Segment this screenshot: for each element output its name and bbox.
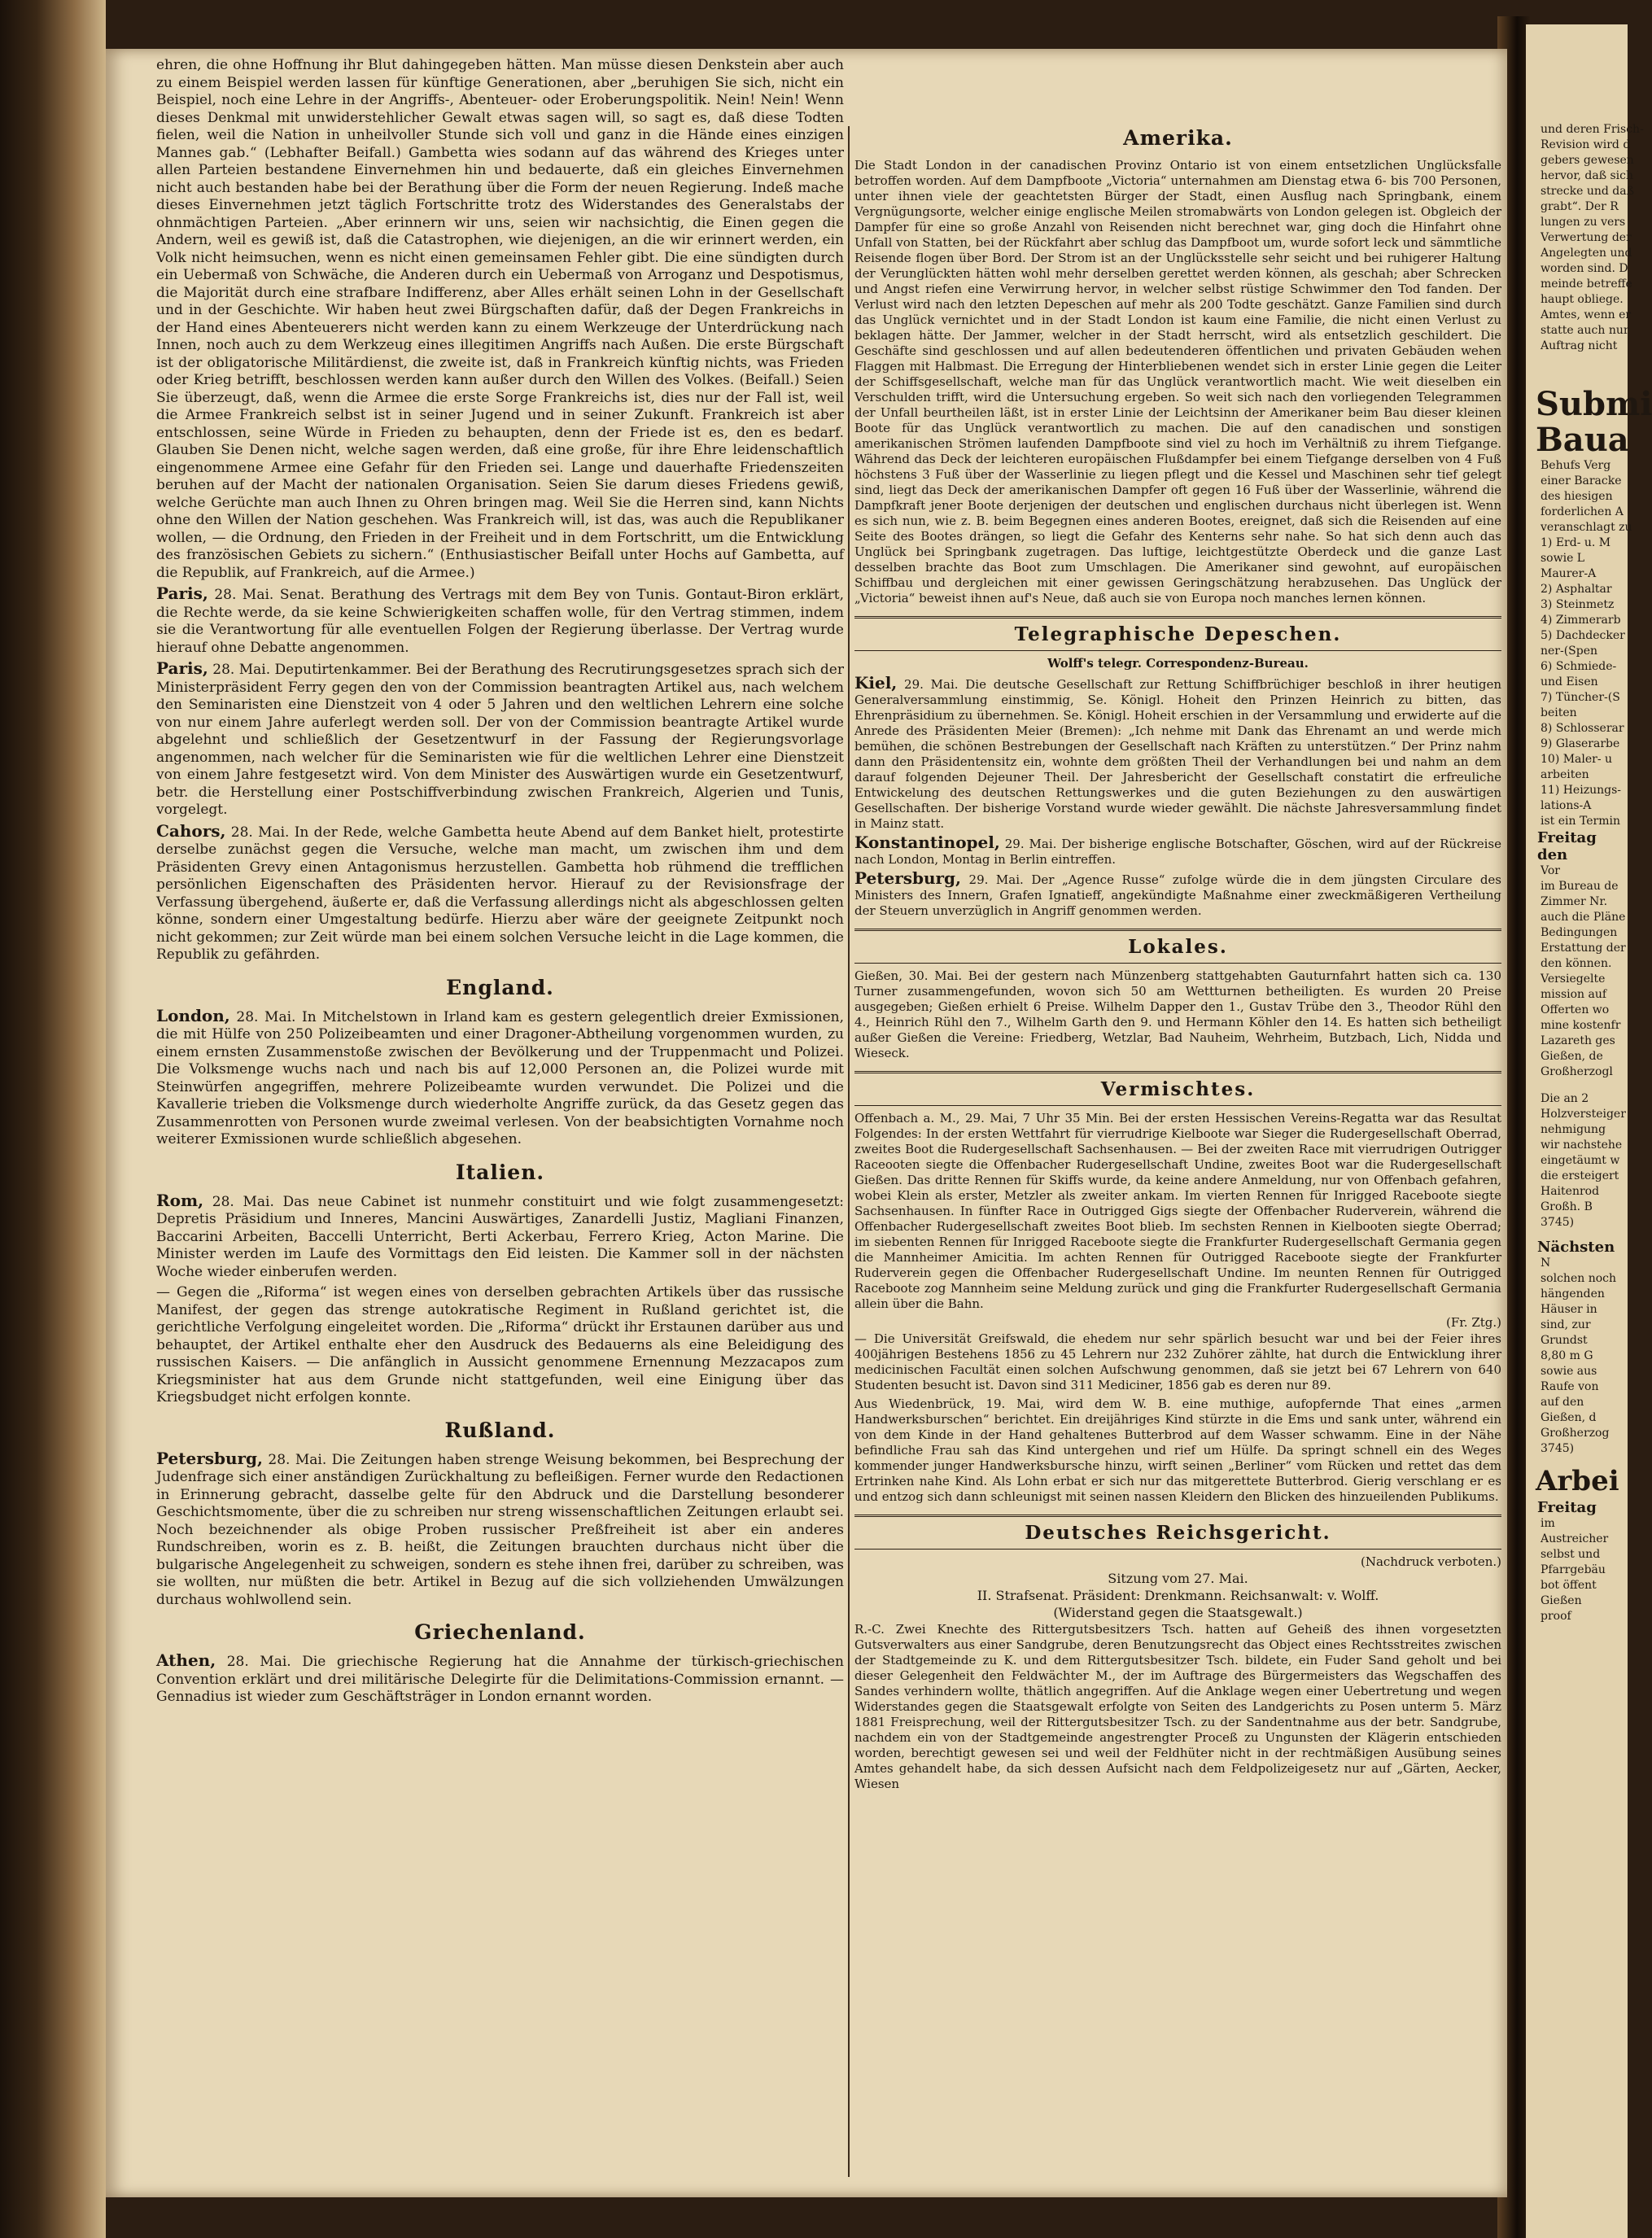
london-article: [156, 1005, 844, 1149]
adjacent-line: lungen zu vers: [1541, 216, 1626, 229]
reichsgericht-article: R.-C. Zwei Knechte des Rittergutsbesitzers Tsch. hatten auf Geheiß des ihnen vorgesetzten Gutsverwalters aus einer Sandgrube, deren Benutzungsrecht das Object eines Rechtsstreites zwischen der Stadtgemeinde zu K. und dem Rittergutsbesitzer Tsch. bildete, ein Fuder Sand geholt und bei dieser Gelegenheit den Feldwächter M., der im Auftrage des Bürgermeisters das Wegschaffen des Sandes verhindern wollte, thätlich angegriffen. Auf die Anklage wegen einer Uebertretung und wegen Widerstandes gegen die Staatsgewalt erfolgte von Seiten des Landgerichts zu Posen unterm 5. März 1881 Freisprechung, weil der Rittergutsbesitzer Tsch. zu der Sandentnahme aus der betr. Sandgrube, nachdem ein von der Stadtgemeinde angestrengter Proceß zu Ungunsten der Klägerin entschieden worden, berechtigt gewesen sei und weil der Feldhüter nicht in der rechtmäßigen Ausübung seines Amtes gehandelt habe, da sich dessen Aufsicht nach dem Feldpolizeigesetz nur auf „Gärten, Aecker, Wiesen: [854, 1622, 1501, 1791]
adjacent-line: Behufs Verg: [1541, 459, 1611, 472]
adjacent-line: beiten: [1541, 706, 1577, 719]
adjacent-line: solchen noch: [1541, 1272, 1617, 1285]
section-title-lokales: Lokales.: [854, 929, 1501, 964]
adjacent-line: Gießen, de: [1541, 1050, 1603, 1063]
adjacent-line: Pfarrgebäu: [1541, 1563, 1606, 1576]
adjacent-line: Raufe von: [1541, 1380, 1599, 1393]
adjacent-line: Versiegelte: [1541, 973, 1606, 986]
amerika-article: Die Stadt London in der canadischen Provinz Ontario ist von einem entsetzlichen Unglücksfalle betroffen worden. Auf dem Dampfboote „Victoria“ unternahmen am Dienstag etwa 6- bis 700 Personen, unter ihnen viele der geachtetsten Bürger der Stadt, einen Ausflug nach Springbank, einem Vergnügungsorte, welcher einige englische Meilen stromabwärts von London gelegen ist. Obgleich der Dampfer für eine so große Anzahl von Reisenden nicht berechnet war, ging doch die Hinfahrt ohne Unfall von Statten, bei der Rückfahrt aber schlug das Dampfboot um, wurde sofort leck und sämmtliche Reisende flogen über Bord. Der Strom ist an der Unglücksstelle sehr seicht und bei ruhigerer Haltung der Verunglückten hätten wohl mehr derselben gerettet werden können, als geschah; aber Schrecken und Angst riefen eine Verwirrung hervor, in welcher selbst rüstige Schwimmer den Tod fanden. Der Verlust wird nach den letzten Depeschen auf mehr als 200 Todte geschätzt. Ganze Familien sind durch das Unglück vernichtet und in der Stadt London ist kaum eine Familie, die nicht einen Verlust zu beklagen hätte. Der Jammer, welcher in der Stadt herrscht, wird als entsetzlich geschildert. Die Geschäfte sind geschlossen und auf allen bedeutenderen öffentlichen und privaten Gebäuden wehen Flaggen mit Halbmast. Die Erregung der Hinterbliebenen wendet sich in erster Linie gegen die Leiter der Schiffsgesellschaft, welche man für das Unglück verantwortlich macht. Wie weit dieselben ein Verschulden trifft, wird die Untersuchung ergeben. So weit sich nach den vorliegenden Telegrammen der Unfall beurtheilen läßt, ist in erster Linie der Leichtsinn der Amerikaner beim Bau dieser kleinen Boote für das Unglück verantwortlich zu machen. Die auf den canadischen und sonstigen amerikanischen Strömen laufenden Dampfboote sind viel zu hoch im Verhältniß zu ihrem Tiefgange. Während das Deck der leichteren europäischen Flußdampfer bei einem Tiefgange derselben von 4 Fuß höchstens 3 Fuß über der Wasserlinie zu liegen pflegt und die Kessel und Maschinen sehr tief gelegt sind, liegt das Deck der amerikanischen Dampfer oft gegen 16 Fuß über der Wasserlinie, während die Dampfkraft jener Boote derjenigen der deutschen und englischen durchaus nicht überlegen ist. Wenn es sich nun, wie z. B. beim Begegnen eines anderen Bootes, ereignet, daß sich die Reisenden auf eine Seite des Bootes drängen, so liegt die Gefahr des Kenterns sehr nahe. So hat sich denn auch das Unglück bei Springbank zugetragen. Das luftige, leichtgestützte Oberdeck und die ganze Last desselben brachte das Boot zum Umschlagen. Die Amerikaner sind gewohnt, auf europäischen Schiffbau und dergleichen mit einer gewissen Geringschätzung herabzusehen. Das Unglück der „Victoria“ beweist ihnen auf's Neue, daß auch sie von Europa noch manches lernen können.: [854, 158, 1501, 605]
adjacent-page-text-top: [1526, 24, 1644, 354]
petersburg-article: [156, 1450, 844, 1610]
adjacent-line: 9) Glaserarbe: [1541, 737, 1620, 750]
dateline-cahors: Cahors,: [156, 820, 226, 841]
adjacent-line: Gießen: [1541, 1594, 1582, 1607]
adjacent-line: Revision wird d: [1541, 138, 1631, 151]
adjacent-line: lations-A: [1541, 799, 1592, 812]
adjacent-line: 7) Tüncher-(S: [1541, 691, 1620, 704]
article-text: 28. Mai. Die Zeitungen haben strenge Weisung bekommen, bei Besprechung der Judenfrage sich einer anständigen Zurückhaltung zu befleißigen. Ferner wurde den Redactionen in Erinnerung gebracht, dasselbe gelte für den Abdruck und die Darstellung besonderer Geschichtsmomente, über die zu schreiben nur streng wissenschaftlichen Zeitungen erlaubt sei. Noch bezeichnender als obige Proben russischer Preßfreiheit ist aber ein anderes Rundschreiben, worin es z. B. heißt, die Zeitungen brauchten durchaus nicht über die bulgarische Angelegenheit zu schweigen, sondern es stehe ihnen frei, darüber zu schreiben, was sie wollten, nur müßten die betr. Artikel in Bezug auf die sich vollziehenden Umwälzungen durchaus wohlwollend sein.: [156, 1451, 844, 1608]
adjacent-line: 5) Dachdecker: [1541, 629, 1625, 642]
dateline-kiel: Kiel,: [854, 673, 898, 693]
rom-article: [156, 1192, 844, 1282]
adjacent-line: Großherzogl: [1541, 1065, 1613, 1078]
paris-senat-article: [156, 585, 844, 657]
konstantinopel-article: [854, 835, 1501, 868]
adjacent-heading-submi: Submi: [1536, 385, 1652, 423]
paris-kammer-article: [156, 660, 844, 820]
adjacent-line: 3745): [1541, 1442, 1575, 1455]
adjacent-line: arbeiten: [1541, 768, 1589, 781]
adjacent-line: mission auf: [1541, 988, 1607, 1001]
adjacent-line: Häuser in: [1541, 1303, 1597, 1316]
adjacent-line: Lazareth ges: [1541, 1034, 1615, 1047]
adjacent-line: Maurer-A: [1541, 567, 1597, 580]
adjacent-line: meinde betreffe: [1541, 278, 1632, 291]
case-title: (Widerstand gegen die Staatsgewalt.): [1053, 1605, 1303, 1620]
book-edge-left: [0, 0, 106, 2238]
adjacent-line: Gießen, d: [1541, 1411, 1597, 1424]
reprint-note: (Nachdruck verboten.): [1360, 1554, 1501, 1569]
adjacent-line: des hiesigen: [1541, 490, 1613, 503]
adjacent-line: eingetäumt w: [1541, 1154, 1620, 1167]
adjacent-line: Vor: [1541, 864, 1560, 877]
article-text: 28. Mai. Das neue Cabinet ist nunmehr constituirt und wie folgt zusammengesetzt: Depretis Präsidium und Inneres, Mancini Auswärtiges, Zanardelli Justiz, Magliani Finanzen, Baccarini Arbeiten, Baccelli Unterricht, Berti Ackerbau, Ferrero Krieg, Acton Marine. Die Minister werden im Laufe des Vormittags den Eid leisten. Die Kammer soll in der nächsten Woche wieder einberufen werden.: [156, 1193, 844, 1280]
dateline-london: London,: [156, 1005, 230, 1025]
adjacent-line: 4) Zimmerarb: [1541, 614, 1621, 627]
greifswald-article: — Die Universität Greifswald, die ehedem nur sehr spärlich besucht war und bei der Feier ihres 400jährigen Bestehens 1856 zu 45 Lehrern nur 232 Zuhörer zählte, hat durch die Entwicklung ihrer medicinischen Facultät einen solchen Aufschwung genommen, daß sie jetzt bei 67 Lehrern von 640 Studenten besucht ist. Davon sind 311 Mediciner, 1856 gab es deren nur 89.: [854, 1331, 1501, 1392]
adjacent-line: im Bureau de: [1541, 880, 1619, 893]
article-text: 28. Mai. In Mitchelstown in Irland kam es gestern gelegentlich dreier Exmissionen, die mit Hülfe von 250 Polizeibeamten und einer Dragoner-Abtheilung vorgenommen wurden, zu einem ernsten Zusammenstoße zwischen der Bevölkerung und der Truppenmacht und Polizei. Die Volksmenge wuchs nach und nach bis auf 12,000 Personen an, die Polizei wurde mit Steinwürfen angegriffen, mehrere Polizeibeamte wurden verwundet. Die Polizei und die Kavallerie trieben die Volksmenge durch wiederholte Angriffe zurück, da das Gesetz gegen das Zusammenrotten von Personen wurde zweimal verlesen. Von der beabsichtigten Vornahme noch weiterer Exmissionen wurde schließlich abgesehen.: [156, 1008, 844, 1147]
section-title-england: England.: [446, 975, 554, 999]
adjacent-line: 3745): [1541, 1216, 1575, 1229]
article-text: 28. Mai. Die griechische Regierung hat die Annahme der türkisch-griechischen Convention erklärt und drei militärische Delegirte für die Delimitations-Commission ernannt. — Gennadius ist wieder zum Geschäftsträger in London ernannt worden.: [156, 1654, 844, 1705]
athen-article: [156, 1652, 844, 1707]
adjacent-line: worden sind. D: [1541, 262, 1628, 275]
petersburg-telegram: [854, 868, 1501, 919]
section-title-russland: Rußland.: [444, 1418, 556, 1442]
adjacent-page-text-mid3: [1526, 1091, 1628, 1230]
adjacent-line: strecke und daß: [1541, 185, 1634, 198]
right-column: [854, 126, 1501, 1795]
adjacent-line: und deren Frisch-: [1541, 123, 1644, 136]
adjacent-line: im: [1541, 1517, 1555, 1530]
adjacent-line: 11) Heizungs-: [1541, 784, 1621, 797]
dateline-paris: Paris,: [156, 584, 208, 603]
adjacent-line: nehmigung: [1541, 1123, 1606, 1136]
adjacent-line: bot öffent: [1541, 1579, 1597, 1592]
adjacent-line: Verwertung der: [1541, 231, 1632, 244]
adjacent-line: 6) Schmiede-: [1541, 660, 1617, 673]
adjacent-line: Haitenrod: [1541, 1185, 1600, 1198]
adjacent-line: sind, zur: [1541, 1318, 1591, 1331]
dateline-athen: Athen,: [156, 1650, 216, 1670]
adjacent-line: N: [1541, 1257, 1551, 1270]
dateline-paris: Paris,: [156, 658, 208, 678]
adjacent-line: wir nachstehe: [1541, 1139, 1623, 1152]
adjacent-page-text-mid: [1526, 458, 1632, 829]
left-column: [156, 57, 844, 1710]
article-text: 28. Mai. Deputirtenkammer. Bei der Berathung des Recrutirungsgesetzes sprach sich der Ministerpräsident Ferry gegen den von der Commission beantragten Artikel aus, nach welchem den Seminaristen eine Dienstzeit von 4 oder 5 Jahren und den weltlichen Lehrern eine solche von nur einem Jahre auferlegt werden soll. Der von der Commission beantragte Artikel wurde abgelehnt und schließlich der Gesetzentwurf in der Fassung der Regierungsvorlage angenommen, nach welcher für die Seminaristen wie für die weltlichen Lehrer eine Dienstzeit von einem Jahre festgesetzt wird. Von dem Minister des Auswärtigen wurde ein Gesetzentwurf, betr. die Herstellung einer Postschiffverbindung zwischen Frankreich, Algerien und Tunis, vorgelegt.: [156, 662, 844, 818]
riforma-article: — Gegen die „Riforma“ ist wegen eines von derselben gebrachten Artikels über das russische Manifest, der gegen das strenge autokratische Regiment in Rußland gerichtet ist, die gerichtliche Verfolgung eingeleitet worden. Die „Riforma“ drückt ihr Erstaunen darüber aus und behauptet, der Artikel enthalte eher den Ausdruck des Bedauerns als eine Beleidigung des russischen Kaisers. — Die anfänglich in Aussicht genommene Ernennung Mezzacapos zum Kriegsminister hat aus dem Grunde nicht stattgefunden, weil eine Einigung über das Kriegsbudget nicht erfolgen konnte.: [156, 1284, 844, 1405]
article-text: 29. Mai. Der „Agence Russe“ zufolge würde die in dem jüngsten Circulare des Ministers des Innern, Grafen Ignatieff, angekündigte Maßnahme einer zweckmäßigeren Vertheilung der Steuern unverzüglich in Angriff genommen werden.: [854, 872, 1501, 918]
adjacent-line: Großherzog: [1541, 1427, 1610, 1440]
adjacent-freitag: Freitag den: [1537, 829, 1597, 863]
adjacent-line: Die an 2: [1541, 1092, 1589, 1105]
adjacent-line: sowie L: [1541, 552, 1585, 565]
adjacent-line: Grundst: [1541, 1334, 1588, 1347]
dateline-rom: Rom,: [156, 1190, 204, 1210]
section-title-griechenland: Griechenland.: [414, 1620, 586, 1644]
adjacent-line: Angelegten und: [1541, 247, 1632, 260]
adjacent-line: und Eisen: [1541, 675, 1598, 688]
adjacent-line: 1) Erd- u. M: [1541, 536, 1611, 549]
adjacent-line: 8,80 m G: [1541, 1349, 1593, 1362]
adjacent-line: Auftrag nicht: [1541, 339, 1618, 352]
article-text: 29. Mai. Der bisherige englische Botschafter, Göschen, wird auf der Rückreise nach London, Montag in Berlin eintreffen.: [854, 837, 1501, 867]
adjacent-line: 3) Steinmetz: [1541, 598, 1615, 611]
adjacent-line: einer Baracke: [1541, 474, 1622, 487]
regatta-article: Offenbach a. M., 29. Mai, 7 Uhr 35 Min. Bei der ersten Hessischen Vereins-Regatta war das Resultat Folgendes: In der ersten Wettfahrt für vierrudrige Kielboote war Sieger die Rudergesellschaft Oberrad, zweites Boot die Rudergesellschaft Sachsenhausen. — Bei der zweiten Race mit vierrudrigen Outrigger Raceooten siegte die Offenbacher Rudergesellschaft Undine, zweites Boot war die Rudergesellschaft Gießen. Das dritte Rennen für Skiffs wurde, da keine andere Anmeldung, nur von Offenbach gefahren, wobei Klein als erster, Metzler als zweiter ankam. Im vierten Rennen für Inrigged Raceboote siegte Sachsenhausen. In fünfter Race in Outrigged Gigs siegte der Offenbacher Ruderverein, während die Offenbacher Rudergesellschaft zweites Boot blieb. Im sechsten Rennen in Kielbooten siegte Oberrad; im siebenten Rennen für Inrigged Raceboote siegte die Frankfurter Rudergesellschaft Germania gegen die Mannheimer Amicitia. Im achten Rennen für Outrigged Raceboote siegte der Frankfurter Ruderverein gegen die Offenbacher Rudergesellschaft Undine. Im neunten Rennen für Outrigged Raceboote zog Mannheim seine Meldung zurück und ging die Frankfurter Rudergesellschaft Germania allein über die Bahn.: [854, 1111, 1501, 1311]
adjacent-line: auf den: [1541, 1396, 1584, 1409]
adjacent-heading-arbei: Arbei: [1536, 1465, 1619, 1497]
wolff-bureau-subtitle: Wolff's telegr. Correspondenz-Bureau.: [1047, 656, 1309, 671]
adjacent-line: Großh. B: [1541, 1200, 1593, 1213]
adjacent-line: veranschlagt zu: [1541, 521, 1632, 534]
adjacent-line: statte auch nur: [1541, 324, 1629, 337]
adjacent-line: ist ein Termin: [1541, 815, 1620, 828]
adjacent-page-text-mid2: [1526, 863, 1628, 1080]
dateline-petersburg: Petersburg,: [854, 868, 961, 888]
adjacent-line: gebers gewesen: [1541, 154, 1634, 167]
adjacent-line: den können.: [1541, 957, 1612, 970]
article-text: 28. Mai. Senat. Berathung des Vertrags mit dem Bey von Tunis. Gontaut-Biron erklärt, die Rechte werde, da sie keine Schwierigkeiten schaffen wolle, für den Vertrag stimmen, indem sie die Verantwortung für alle eventuellen Folgen der Regierung überlasse. Der Vertrag wurde hierauf ohne Debatte angenommen.: [156, 587, 844, 656]
adjacent-line: hervor, daß sich: [1541, 169, 1634, 182]
adjacent-line: Erstattung der: [1541, 942, 1626, 955]
adjacent-page-text-low: [1526, 1256, 1628, 1457]
adjacent-line: hängenden: [1541, 1287, 1605, 1300]
adjacent-line: sowie aus: [1541, 1365, 1597, 1378]
adjacent-line: Holzversteiger: [1541, 1108, 1626, 1121]
section-title-italien: Italien.: [455, 1160, 545, 1184]
adjacent-line: ner-(Spen: [1541, 645, 1598, 658]
adjacent-line: Zimmer Nr.: [1541, 895, 1608, 908]
adjacent-line: forderlichen A: [1541, 505, 1624, 518]
section-title-telegraphische-depeschen: Telegraphische Depeschen.: [854, 616, 1501, 651]
adjacent-line: grabt“. Der R: [1541, 200, 1619, 213]
adjacent-line: 2) Asphaltar: [1541, 583, 1612, 596]
dateline-konstantinopel: Konstantinopel,: [854, 833, 1000, 852]
newspaper-page: [106, 49, 1507, 2197]
adjacent-heading-baua: Baua: [1536, 421, 1629, 459]
sitzung-line: Sitzung vom 27. Mai.: [1108, 1571, 1248, 1586]
strafsenat-line: II. Strafsenat. Präsident: Drenkmann. Reichsanwalt: v. Wolff.: [977, 1588, 1379, 1603]
article-text: 28. Mai. In der Rede, welche Gambetta heute Abend auf dem Banket hielt, protestirte derselbe zunächst gegen die Versuche, welche man macht, um zwischen ihm und dem Präsidenten Grevy einen Antagonismus herzustellen. Gambetta hob rühmend die trefflichen persönlichen Eigenschaften des Präsidenten hervor. Hierauf zu der Revisionsfrage der Verfassung übergehend, äußerte er, daß die Verfassung allerdings nicht als abgeschlossen gelten könne, sondern einer Umgestaltung bedürfe. Hierzu aber wäre der geeignete Zeitpunkt noch nicht gekommen; zur Zeit würde man bei einem solchen Versuche leicht in die Lage kommen, die Republik zu gefährden.: [156, 824, 844, 963]
adjacent-line: Bedingungen: [1541, 926, 1618, 939]
adjacent-line: haupt obliege.: [1541, 293, 1624, 306]
adjacent-line: auch die Pläne: [1541, 911, 1626, 924]
section-title-amerika: Amerika.: [1123, 126, 1233, 150]
lokales-article: Gießen, 30. Mai. Bei der gestern nach Münzenberg stattgehabten Gauturnfahrt hatten sich ca. 130 Turner zusammengefunden, wovon sich 50 am Wettturnen betheiligten. Es wurden 20 Preise ausgegeben; Gießen erhielt 6 Preise. Wilhelm Dapper den 1., Gustav Trübe den 3., Theodor Rühl den 4., Heinrich Rühl den 7., Wilhelm Garth den 9. und Hermann Köhler den 14. Es hatten sich betheiligt außer Gießen die Vereine: Friedberg, Wetzlar, Bad Nauheim, Wehrheim, Butzbach, Lich, Nidda und Wieseck.: [854, 968, 1501, 1060]
dateline-petersburg: Petersburg,: [156, 1448, 263, 1468]
adjacent-line: mine kostenfr: [1541, 1019, 1621, 1032]
adjacent-line: Offerten wo: [1541, 1003, 1610, 1016]
column-divider: [848, 126, 850, 2177]
adjacent-line: selbst und: [1541, 1548, 1601, 1561]
adjacent-page: [1526, 24, 1652, 2238]
section-title-reichsgericht: Deutsches Reichsgericht.: [854, 1515, 1501, 1550]
cahors-article: [156, 820, 844, 964]
adjacent-freitag-2: Freitag: [1537, 1499, 1597, 1516]
kiel-article: [854, 675, 1501, 832]
source-note: (Fr. Ztg.): [1446, 1315, 1501, 1330]
adjacent-line: proof: [1541, 1610, 1571, 1623]
wiedenbrueck-article: Aus Wiedenbrück, 19. Mai, wird dem W. B. eine muthige, aufopfernde That eines „armen Handwerksburschen“ berichtet. Ein dreijähriges Kind stürzte in die Ems und sank unter, während ein von dem Kinde in der Hand gehaltenes Butterbrod auf dem Wasser schwamm. Eine in der Nähe befindliche Frau sah das Kind untergehen und rief um Hülfe. Da springt schnell ein des Weges kommender junger Handwerksbursche hinzu, wirft seinen „Berliner“ vom Rücken und rettet das dem Ertrinken nahe Kind. Als Lohn erbat er sich nur das mitgerettete Butterbrod. Gierig verschlang er es und entzog sich dann schleunigst mit seinen nassen Kleidern den Blicken des hinzueilenden Publikums.: [854, 1397, 1501, 1504]
adjacent-page-text-bottom: [1526, 1516, 1628, 1624]
article-text: 29. Mai. Die deutsche Gesellschaft zur Rettung Schiffbrüchiger beschloß in ihrer heutigen Generalversammlung einstimmig, Se. Königl. Hoheit den Prinzen Heinrich zu bitten, das Ehrenpräsidium zu übernehmen. Se. Königl. Hoheit erschien in der Versammlung und erwiderte auf die Anrede des Präsidenten Meier (Bremen): „Ich nehme mit Dank das Ehrenamt an und werde mich bemühen, die schönen Bestrebungen der Gesellschaft nach Kräften zu unterstützen.“ Der Prinz nahm dann den Präsidentensitz ein, wohnte dem größten Theil der Verhandlungen bei und nahm an dem darauf folgenden Dejeuner Theil. Der Jahresbericht der Gesellschaft constatirt die erfreuliche Entwickelung des deutschen Rettungswerkes und die guten Beziehungen zu den auswärtigen Gesellschaften. Der bisherige Vorstand wurde wieder gewählt. Die nächste Jahresversammlung findet in Mainz statt.: [854, 677, 1501, 831]
adjacent-naechsten: Nächsten: [1537, 1239, 1615, 1256]
adjacent-line: 8) Schlosserar: [1541, 722, 1624, 735]
gambetta-speech-paragraph: ehren, die ohne Hoffnung ihr Blut dahingegeben hätten. Man müsse diesen Denkstein aber auch zu einem Beispiel werden lassen für künftige Generationen, aber „beruhigen Sie sich, nicht ein Beispiel, noch eine Lehre in der Angriffs-, Abenteuer- oder Eroberungspolitik. Nein! Nein! Wenn dieses Denkmal mit unwiderstehlicher Gewalt etwas sagen will, so sagt es, daß diese Todten fielen, weil die Nation in unheilvoller Stunde sich voll und ganz in die Hände eines einzigen Mannes gab.“ (Lebhafter Beifall.) Gambetta wies sodann auf das während des Krieges unter allen Parteien bestandene Einvernehmen hin und bedauerte, daß ein gleiches Einvernehmen nicht auch bestanden habe bei der Berathung über die Form der neuen Regierung. Indeß mache dieses Einvernehmen jetzt täglich Fortschritte trotz des Widerstandes des Generalstabs der ohnmächtigen Parteien. „Aber erinnern wir uns, seien wir nachsichtig, die Einen gegen die Andern, weil es gewiß ist, daß die Catastrophen, wie diejenigen, an die wir erinnert werden, ein Volk nicht heimsuchen, wenn es nicht einen gemeinsamen Fehler gibt. Die eine sündigten durch ein Uebermaß von Schwäche, die Anderen durch ein Uebermaß von Arroganz und Despotismus, die Majorität durch eine strafbare Indifferenz, aber Alles erhält seinen Lohn in der Gesellschaft und in der Geschichte. Wir haben heut zwei Bürgschaften dafür, daß der Degen Frankreichs in der Hand eines Abenteuerers nicht werden kann zu einem Werkzeuge der Unterdrückung nach Innen, noch auch zu dem Werkzeug eines illegitimen Angriffs nach Außen. Die erste Bürgschaft ist der obligatorische Militärdienst, die zweite ist, daß in Frankreich künftig nichts, was Frieden oder Krieg betrifft, beschlossen werden kann außer durch den Willen des Volkes. (Beifall.) Seien Sie überzeugt, daß, wenn die Armee die erste Sorge Frankreichs ist, dies nur der Fall ist, weil die Armee Frankreich selbst ist in seiner Jugend und in seiner Zukunft. Frankreich ist aber entschlossen, seine Würde in Frieden zu behaupten, denn der Friede ist es, den es bedarf. Glauben Sie Denen nicht, welche sagen werden, daß eine große, für ihre Ehre leidenschaftlich eingenommene Armee eine Gefahr für den Frieden sei. Lange und dauerhafte Friedenszeiten beruhen auf der Macht der nationalen Organisation. Seien Sie darum dieses Friedens gewiß, welche Gerüchte man auch Ihnen zu Ohren bringen mag. Weil Sie die Herren sind, kann Nichts ohne den Willen der Nation geschehen. Was Frankreich will, ist das, was auch die Republikaner wollen, — die Ordnung, den Frieden in der Freiheit und in dem Fortschritt, um die Entwicklung des französischen Gebiets zu sichern.“ (Enthusiastischer Beifall unter Hochs auf Gambetta, auf die Republik, auf Frankreich, auf die Armee.): [156, 57, 844, 581]
adjacent-line: Austreicher: [1541, 1532, 1609, 1545]
adjacent-line: die ersteigert: [1541, 1169, 1619, 1182]
section-title-vermischtes: Vermischtes.: [854, 1071, 1501, 1106]
adjacent-line: Amtes, wenn er: [1541, 308, 1632, 321]
adjacent-line: 10) Maler- u: [1541, 753, 1613, 766]
